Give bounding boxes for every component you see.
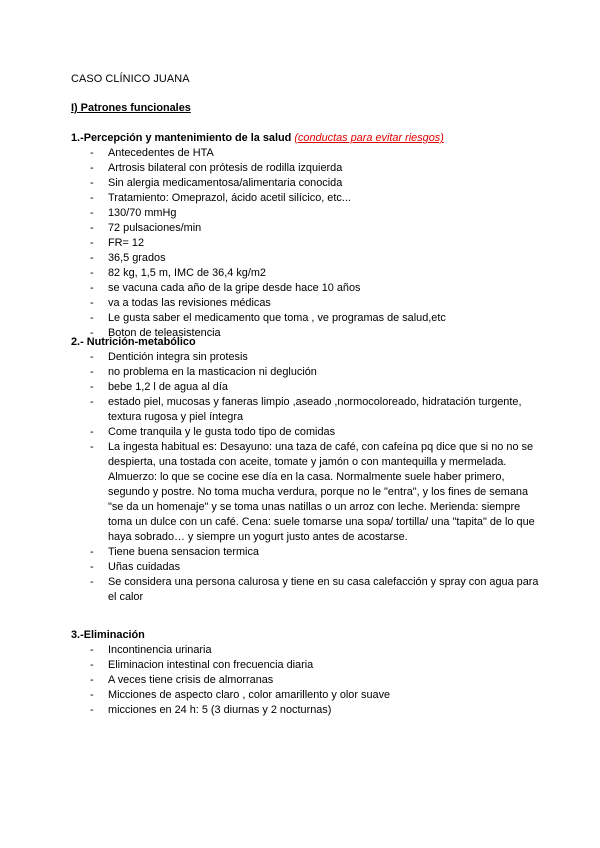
bullet-dash: -: [90, 381, 94, 393]
list-item: - estado piel, mucosas y faneras limpio ,aseado ,normocoloreado, hidratación turgente, textura rugosa y piel íntegra: [90, 396, 522, 423]
list-item: - Se considera una persona calurosa y tiene en su casa calefacción y spray con agua para el calor: [90, 576, 539, 603]
bullet-dash: -: [90, 674, 94, 686]
bullet-dash: -: [90, 237, 94, 249]
bullet-dash: -: [90, 561, 94, 573]
list-item: - 72 pulsaciones/min: [90, 222, 202, 234]
list-item: - no problema en la masticacion ni deglución: [90, 366, 317, 378]
bullet-dash: -: [90, 426, 94, 438]
bullet-dash: -: [90, 222, 94, 234]
list-item: - va a todas las revisiones médicas: [90, 297, 271, 309]
list-item: - Antecedentes de HTA: [90, 147, 214, 159]
list-item: - Eliminacion intestinal con frecuencia diaria: [90, 659, 314, 671]
bullet-dash: -: [90, 689, 94, 701]
section-title: [71, 628, 541, 643]
bullet-dash: -: [90, 312, 94, 324]
list-item: - A veces tiene crisis de almorranas: [90, 674, 274, 686]
list-item: - bebe 1,2 l de agua al día: [90, 381, 228, 393]
list-item: - 82 kg, 1,5 m, IMC de 36,4 kg/m2: [90, 267, 266, 279]
bullet-dash: -: [90, 351, 94, 363]
list-item: - La ingesta habitual es: Desayuno: una taza de café, con cafeína pq dice que si no no se despierta, una tostada con aceite, tomate y jamón o con mantequilla y mermelada. Almuerzo: lo que se cocine ese día en la casa. Normalmente suele haber primero, segundo y postre. No toma mucha verdura, porque no le "entra", y los fines de semana "se da un homenaje" y se toma unas natillas o un arroz con leche. Merienda: siempre toma un dulce con un café. Cena: suele tomarse una sopa/ tortilla/ una "tapita" de lo que haya sobrado… y siempre un yogurt justo antes de acostarse.: [90, 441, 535, 543]
list-item: - Uñas cuidadas: [90, 561, 181, 573]
bullet-dash: -: [90, 704, 94, 716]
list-item: - micciones en 24 h: 5 (3 diurnas y 2 nocturnas): [90, 704, 332, 716]
bullet-dash: -: [90, 659, 94, 671]
section-title: [71, 131, 541, 146]
list-item: - FR= 12: [90, 237, 145, 249]
list-item: - Boton de teleasistencia: [90, 327, 221, 339]
section-title-note: (conductas para evitar riesgos): [294, 132, 444, 144]
list-item: - 36,5 grados: [90, 252, 166, 264]
list-item: - Micciones de aspecto claro , color amarillento y olor suave: [90, 689, 391, 701]
list-item: - Tratamiento: Omeprazol, ácido acetil silícico, etc...: [90, 192, 351, 204]
bullet-dash: -: [90, 366, 94, 378]
section-eliminacion: [71, 628, 541, 718]
bullet-dash: -: [90, 162, 94, 174]
list-item: - 130/70 mmHg: [90, 207, 177, 219]
bullet-dash: -: [90, 147, 94, 159]
bullet-dash: -: [90, 546, 94, 558]
bullet-dash: -: [90, 297, 94, 309]
bullet-dash: -: [90, 177, 94, 189]
list-item: - Sin alergia medicamentosa/alimentaria conocida: [90, 177, 343, 189]
bullet-list: [71, 643, 541, 718]
section-heading: I) Patrones funcionales: [71, 102, 191, 114]
section-percepcion-salud: [71, 131, 541, 341]
list-item: - Incontinencia urinaria: [90, 644, 212, 656]
list-item: - se vacuna cada año de la gripe desde hace 10 años: [90, 282, 361, 294]
bullet-dash: -: [90, 207, 94, 219]
bullet-dash: -: [90, 267, 94, 279]
document-title: CASO CLÍNICO JUANA: [71, 73, 190, 85]
bullet-dash: -: [90, 576, 94, 588]
bullet-list: [71, 146, 541, 341]
section-title-text: 1.-Percepción y mantenimiento de la salud: [71, 132, 292, 144]
section-nutricion-metabolico: [71, 335, 541, 605]
bullet-dash: -: [90, 327, 94, 339]
section-title-text: 3.-Eliminación: [71, 629, 145, 641]
list-item: - Tiene buena sensacion termica: [90, 546, 259, 558]
list-item: - Dentición integra sin protesis: [90, 351, 248, 363]
section-title-text: 2.- Nutrición-metabólico: [71, 336, 196, 348]
list-item: - Come tranquila y le gusta todo tipo de comidas: [90, 426, 336, 438]
list-item: - Le gusta saber el medicamento que toma , ve programas de salud,etc: [90, 312, 446, 324]
bullet-dash: -: [90, 396, 94, 408]
bullet-dash: -: [90, 441, 94, 453]
section-title: [71, 335, 541, 350]
bullet-dash: -: [90, 192, 94, 204]
bullet-dash: -: [90, 252, 94, 264]
bullet-list: [71, 350, 541, 605]
bullet-dash: -: [90, 644, 94, 656]
bullet-dash: -: [90, 282, 94, 294]
list-item: - Artrosis bilateral con prótesis de rodilla izquierda: [90, 162, 343, 174]
